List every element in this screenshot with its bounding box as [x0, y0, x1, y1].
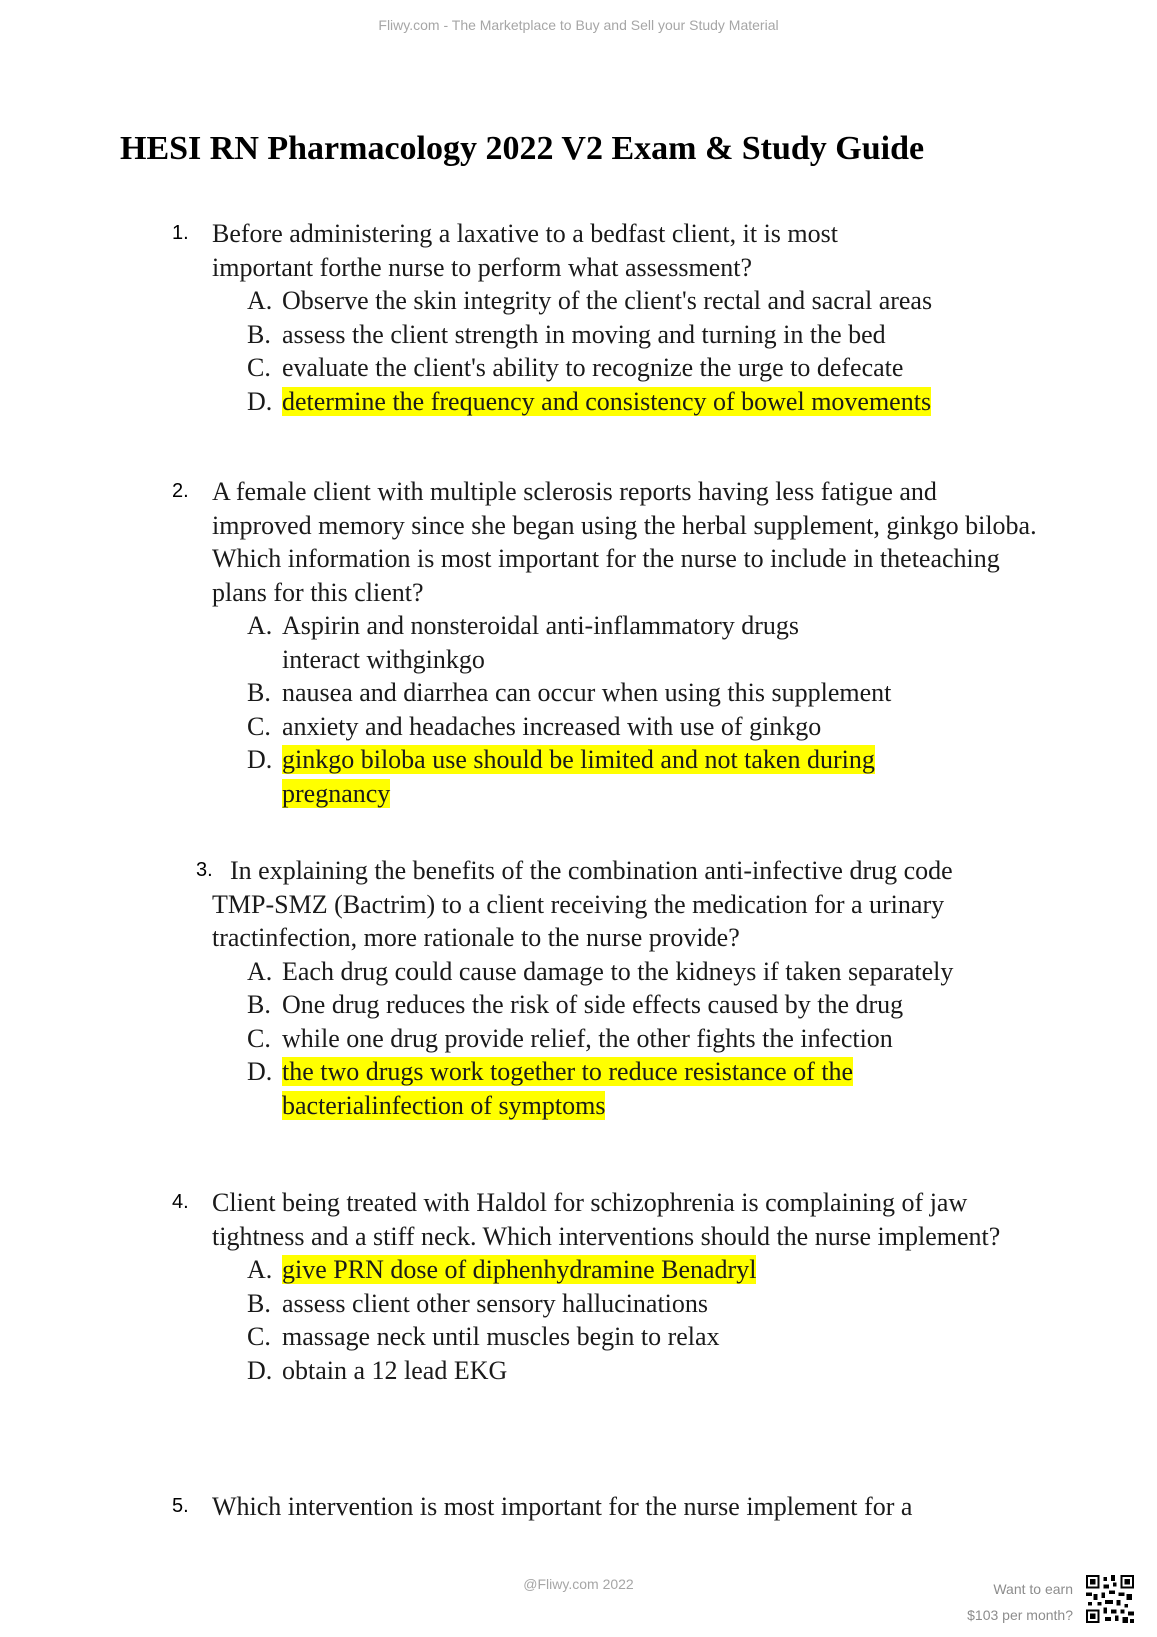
option-letter: C. — [247, 353, 271, 382]
option-text: assess the client strength in moving and turning in the bed — [282, 319, 886, 349]
question-number: 5. — [172, 1495, 189, 1517]
question-number: 1. — [172, 222, 189, 244]
option-letter: B. — [247, 990, 271, 1019]
option-letter: D. — [247, 745, 273, 774]
document-title: HESI RN Pharmacology 2022 V2 Exam & Study Guide — [120, 130, 925, 167]
option-letter: A. — [247, 611, 273, 640]
option-text-highlighted: determine the frequency and consistency of bowel movements — [282, 386, 932, 416]
option-text: while one drug provide relief, the other fights the infection — [282, 1023, 893, 1053]
question-5 — [0, 1490, 1092, 1524]
option-letter: D. — [247, 386, 273, 416]
option-letter: D. — [247, 1057, 273, 1086]
question-number: 4. — [172, 1191, 189, 1213]
option-text: Each drug could cause damage to the kidneys if taken separately — [282, 956, 954, 986]
footer-copyright: @Fliwy.com 2022 — [523, 1576, 634, 1592]
option-text: assess client other sensory hallucinations — [282, 1288, 709, 1318]
option-text-highlighted: ginkgo biloba use should be limited and not taken during pregnancy — [282, 745, 875, 808]
option-text: obtain a 12 lead EKG — [282, 1355, 508, 1385]
option-text: massage neck until muscles begin to relax — [282, 1322, 720, 1351]
option-text-highlighted: the two drugs work together to reduce resistance of the bacterialinfection of symptoms — [282, 1057, 854, 1120]
option-letter: B. — [247, 678, 271, 707]
qr-code-icon[interactable] — [1086, 1575, 1134, 1623]
option-letter: A. — [247, 956, 273, 986]
question-1 — [0, 217, 1082, 418]
option-text: Observe the skin integrity of the client's rectal and sacral areas — [282, 286, 933, 315]
earn-promo[interactable] — [967, 1576, 1073, 1628]
option-text: anxiety and headaches increased with use of ginkgo — [282, 711, 822, 741]
question-3 — [0, 854, 1142, 1122]
option-text: nausea and diarrhea can occur when using this supplement — [282, 678, 892, 707]
option-letter: A. — [247, 286, 273, 315]
option-text-highlighted: give PRN dose of diphenhydramine Benadryl — [282, 1255, 757, 1284]
option-letter: C. — [247, 711, 271, 741]
option-letter: B. — [247, 1288, 271, 1318]
option-letter: D. — [247, 1355, 273, 1385]
question-text: Client being treated with Haldol for schizophrenia is complaining of jaw tightness and a stiff neck. Which interventions should the nurse implement? — [212, 1188, 1001, 1251]
option-text: One drug reduces the risk of side effects caused by the drug — [282, 990, 904, 1019]
option-text: Aspirin and nonsteroidal anti-inflammatory drugs interact withginkgo — [282, 611, 800, 674]
question-text: Before administering a laxative to a bedfast client, it is most important forthe nurse to perform what assessment? — [212, 219, 838, 282]
question-text: Which intervention is most important for the nurse implement for a — [212, 1492, 913, 1521]
question-4 — [0, 1186, 1082, 1387]
option-letter: C. — [247, 1322, 271, 1351]
option-letter: A. — [247, 1255, 273, 1284]
option-text: evaluate the client's ability to recognize the urge to defecate — [282, 353, 904, 382]
page-header: Fliwy.com - The Marketplace to Buy and Sell your Study Material — [378, 17, 779, 33]
question-text: A female client with multiple sclerosis reports having less fatigue and improved memory since she began using the herbal supplement, ginkgo biloba. Which information is most important for the nurse to include in theteaching plans for this client? — [212, 477, 1037, 607]
question-2 — [0, 475, 1082, 810]
question-number: 2. — [172, 480, 189, 502]
question-text: In explaining the benefits of the combination anti-infective drug code TMP-SMZ (Bactrim) to a client receiving the medication for a urinary tractinfection, more rationale to the nurse provide? — [212, 856, 953, 952]
promo-line-2: $103 per month? — [967, 1607, 1073, 1623]
promo-line-1: Want to earn — [993, 1581, 1073, 1597]
option-letter: B. — [247, 319, 271, 349]
option-letter: C. — [247, 1023, 271, 1053]
question-number: 3. — [196, 859, 213, 881]
